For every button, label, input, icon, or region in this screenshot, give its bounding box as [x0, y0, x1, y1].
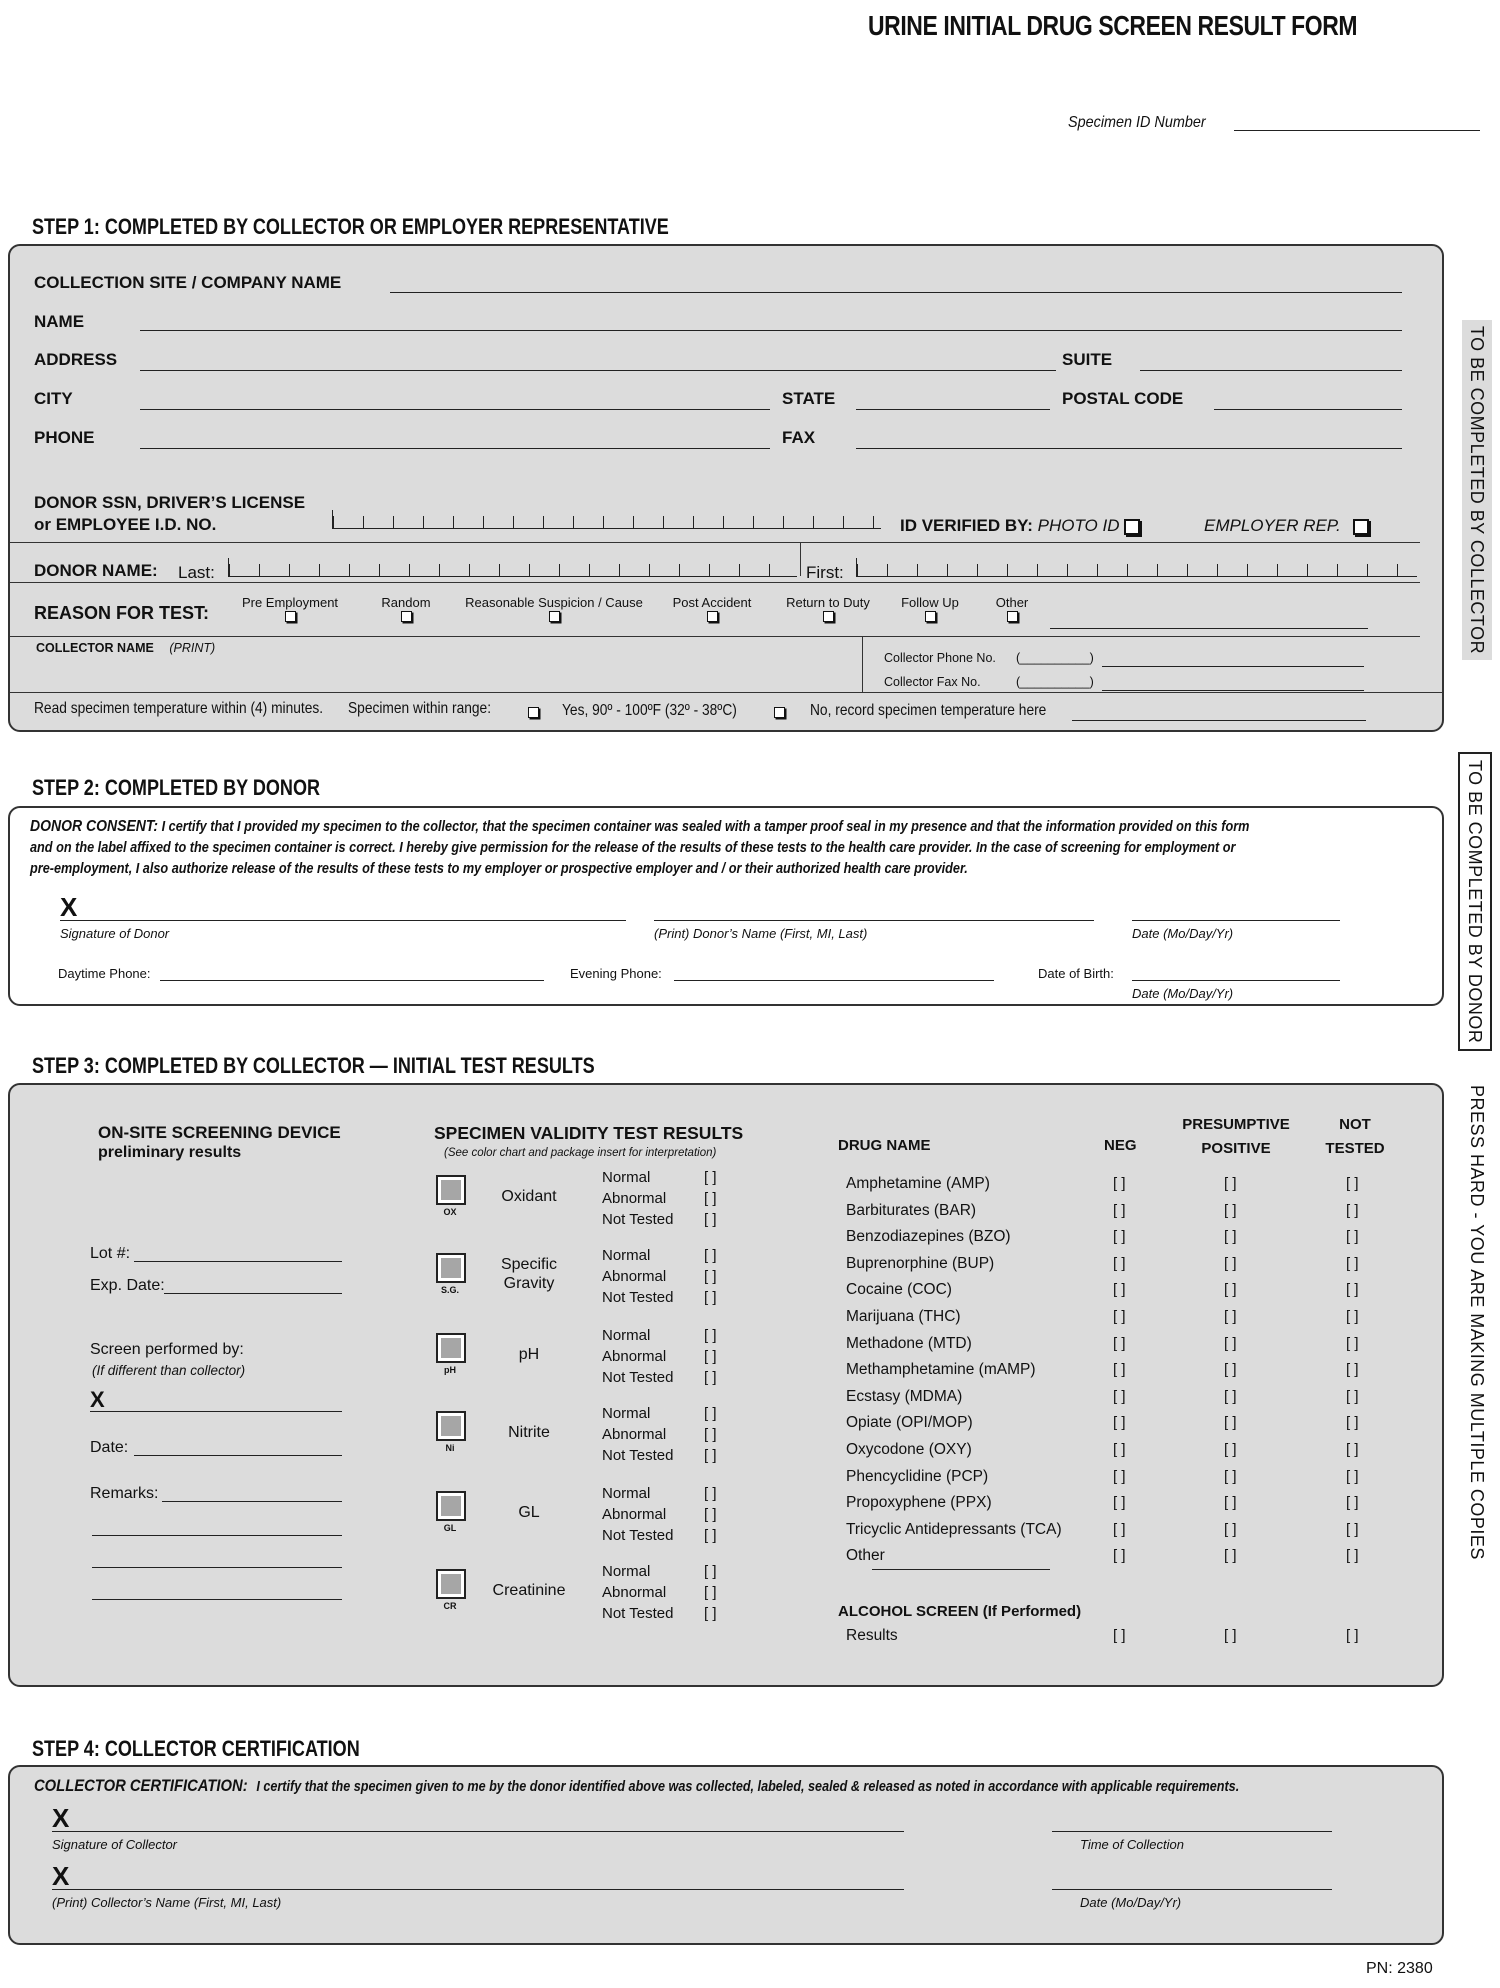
validity-color-swatch [436, 1175, 466, 1205]
fax-label: FAX [782, 428, 816, 447]
drug-presumptive-positive-checkbox[interactable]: [ ] [1224, 1175, 1237, 1192]
city-label: CITY [34, 389, 73, 408]
id-verified-label [900, 516, 1140, 536]
validity-result-checkbox[interactable]: [ ] [704, 1485, 717, 1502]
step4-panel [8, 1765, 1444, 1945]
drug-neg-checkbox[interactable]: [ ] [1113, 1547, 1126, 1564]
specimen-id-label: Specimen ID Number [1068, 114, 1206, 131]
suite-label: SUITE [1062, 350, 1113, 369]
presumptive-header-line: PRESUMPTIVE [1182, 1116, 1290, 1133]
dob-field[interactable] [1132, 980, 1340, 981]
reason-return-to-duty-label: Return to Duty [786, 595, 870, 610]
validity-result-checkbox[interactable]: [ ] [704, 1605, 717, 1622]
validity-result-label: Normal [602, 1485, 651, 1502]
dob-label: Date of Birth: [1038, 966, 1114, 981]
drug-name: Other [846, 1547, 885, 1564]
drug-not-tested-checkbox[interactable]: [ ] [1346, 1255, 1359, 1272]
collector-print-text: (PRINT) [169, 641, 216, 655]
employer-rep-option [1204, 516, 1369, 536]
drug-not-tested-checkbox[interactable]: [ ] [1346, 1281, 1359, 1298]
drug-presumptive-positive-checkbox[interactable]: [ ] [1224, 1281, 1237, 1298]
validity-color-swatch [436, 1253, 466, 1283]
validity-result-checkbox[interactable]: [ ] [704, 1447, 717, 1464]
donor-signature-label: Signature of Donor [60, 926, 170, 941]
drug-name: Opiate (OPI/MOP) [846, 1414, 973, 1431]
last-name-label: Last: [178, 563, 215, 582]
validity-code: Ni [445, 1443, 455, 1453]
screen-performed-label: Screen performed by: [90, 1341, 244, 1358]
validity-result-checkbox[interactable]: [ ] [704, 1211, 717, 1228]
certification-text [34, 1776, 1391, 1796]
drug-presumptive-positive-checkbox[interactable]: [ ] [1224, 1521, 1237, 1538]
address-label: ADDRESS [34, 350, 118, 369]
temp-no-label: No, record specimen temperature here [810, 702, 1047, 719]
donor-print-name-label: (Print) Donor’s Name (First, MI, Last) [654, 926, 868, 941]
reason-random-label: Random [381, 595, 431, 610]
validity-result-checkbox[interactable]: [ ] [704, 1247, 717, 1264]
validity-result-checkbox[interactable]: [ ] [704, 1584, 717, 1601]
step1-heading: STEP 1: COMPLETED BY COLLECTOR OR EMPLOYER REPRESENTATIVE [32, 214, 669, 239]
positive-header-line: POSITIVE [1201, 1140, 1271, 1157]
reason-other-field[interactable] [1050, 628, 1368, 629]
validity-result-checkbox[interactable]: [ ] [704, 1268, 717, 1285]
reason-pre-employment-checkbox[interactable] [285, 611, 296, 622]
drug-not-tested-checkbox[interactable]: [ ] [1346, 1547, 1359, 1564]
validity-result-label: Normal [602, 1405, 651, 1422]
alcohol-neg-checkbox[interactable]: [ ] [1113, 1627, 1126, 1644]
reason-return-to-duty-checkbox[interactable] [823, 611, 834, 622]
drug-presumptive-positive-checkbox[interactable]: [ ] [1224, 1335, 1237, 1352]
id-verified-text: ID VERIFIED BY: [900, 516, 1033, 535]
device-title: ON-SITE SCREENING DEVICE [98, 1123, 341, 1142]
name-label: NAME [34, 312, 85, 331]
other-drug-field[interactable] [872, 1569, 1050, 1570]
reason-post-accident [662, 595, 762, 625]
temp-no-checkbox[interactable] [774, 707, 785, 718]
reason-random-checkbox[interactable] [401, 611, 412, 622]
drug-not-tested-checkbox[interactable]: [ ] [1346, 1335, 1359, 1352]
drug-name: Buprenorphine (BUP) [846, 1255, 995, 1272]
validity-result-label: Not Tested [602, 1527, 674, 1544]
validity-code: OX [443, 1207, 457, 1217]
validity-result-label: Abnormal [602, 1426, 667, 1443]
drug-presumptive-positive-checkbox[interactable]: [ ] [1224, 1308, 1237, 1325]
collector-phone-field[interactable] [1102, 666, 1364, 667]
validity-result-label: Abnormal [602, 1506, 667, 1523]
validity-result-checkbox[interactable]: [ ] [704, 1348, 717, 1365]
collector-fax-field[interactable] [1102, 690, 1364, 691]
drug-name: Tricyclic Antidepressants (TCA) [846, 1521, 1062, 1538]
presumptive-positive-header [1170, 1113, 1302, 1161]
validity-result-label: Not Tested [602, 1447, 674, 1464]
state-field[interactable] [856, 409, 1050, 410]
collector-name-text: COLLECTOR NAME [36, 641, 154, 655]
state-label: STATE [782, 389, 836, 408]
validity-result-checkbox[interactable]: [ ] [704, 1527, 717, 1544]
reason-follow-up-label: Follow Up [901, 595, 959, 610]
collection-time-label: Time of Collection [1080, 1837, 1184, 1852]
reason-label: REASON FOR TEST: [34, 603, 210, 623]
collection-time-field[interactable] [1052, 1831, 1332, 1832]
consent-line-1 [30, 816, 1395, 838]
validity-color-swatch [436, 1411, 466, 1441]
validity-result-label: Abnormal [602, 1584, 667, 1601]
drug-neg-checkbox[interactable]: [ ] [1113, 1335, 1126, 1352]
drug-neg-checkbox[interactable]: [ ] [1113, 1468, 1126, 1485]
exp-date-field[interactable] [164, 1293, 342, 1294]
specimen-id-field[interactable] [1234, 130, 1480, 131]
reason-other [982, 595, 1042, 625]
drug-neg-checkbox[interactable]: [ ] [1113, 1281, 1126, 1298]
screen-date-field[interactable] [134, 1455, 342, 1456]
validity-result-checkbox[interactable]: [ ] [704, 1369, 717, 1386]
postal-code-label: POSTAL CODE [1062, 389, 1184, 408]
side-label-collector: TO BE COMPLETED BY COLLECTOR [1462, 320, 1492, 660]
last-name-field[interactable] [228, 558, 797, 577]
validity-result-checkbox[interactable]: [ ] [704, 1426, 717, 1443]
phone-field[interactable] [140, 448, 770, 449]
reason-suspicion [462, 595, 646, 625]
screener-x-mark: X [90, 1387, 105, 1412]
drug-name: Phencyclidine (PCP) [846, 1468, 989, 1485]
reason-pre-employment [240, 595, 340, 625]
validity-result-checkbox[interactable]: [ ] [704, 1327, 717, 1344]
alcohol-not-tested-checkbox[interactable]: [ ] [1346, 1627, 1359, 1644]
validity-result-label: Not Tested [602, 1289, 674, 1306]
consent-line-2: and on the label affixed to the specimen container is correct. I hereby give permission for the release of the results of these tests to the health care provider. In the case of screening for employment or [30, 840, 1236, 856]
daytime-phone-field[interactable] [160, 980, 544, 981]
drug-presumptive-positive-checkbox[interactable]: [ ] [1224, 1547, 1237, 1564]
consent-text [30, 816, 1395, 880]
donor-date-label: Date (Mo/Day/Yr) [1132, 926, 1234, 941]
drug-name: Barbiturates (BAR) [846, 1202, 977, 1219]
reason-other-label: Other [995, 595, 1029, 610]
collector-fax-area[interactable]: (__________) [1016, 675, 1094, 689]
collector-print-name-field[interactable] [52, 1889, 904, 1890]
validity-result-checkbox[interactable]: [ ] [704, 1289, 717, 1306]
not-tested-header [1310, 1113, 1400, 1161]
validity-test-name: Oxidant [501, 1188, 557, 1205]
drug-name: Cocaine (COC) [846, 1281, 952, 1298]
drug-neg-checkbox[interactable]: [ ] [1113, 1388, 1126, 1405]
donor-name-label: DONOR NAME: [34, 561, 158, 580]
reason-suspicion-checkbox[interactable] [549, 611, 560, 622]
drug-not-tested-checkbox[interactable]: [ ] [1346, 1441, 1359, 1458]
evening-phone-field[interactable] [674, 980, 994, 981]
reason-follow-up [890, 595, 970, 625]
alcohol-results-label: Results [846, 1627, 898, 1644]
drug-not-tested-checkbox[interactable]: [ ] [1346, 1414, 1359, 1431]
validity-test-name: GL [518, 1504, 540, 1521]
drug-not-tested-checkbox[interactable]: [ ] [1346, 1388, 1359, 1405]
drug-neg-checkbox[interactable]: [ ] [1113, 1255, 1126, 1272]
drug-presumptive-positive-checkbox[interactable]: [ ] [1224, 1441, 1237, 1458]
validity-result-label: Normal [602, 1169, 651, 1186]
validity-result-checkbox[interactable]: [ ] [704, 1506, 717, 1523]
collector-date-field[interactable] [1052, 1889, 1332, 1890]
address-field[interactable] [140, 370, 1056, 371]
if-different-label: (If different than collector) [92, 1363, 246, 1378]
validity-code: S.G. [440, 1285, 459, 1295]
not-header-line: NOT [1339, 1116, 1371, 1133]
drug-name: Methamphetamine (mAMP) [846, 1361, 1036, 1378]
drug-presumptive-positive-checkbox[interactable]: [ ] [1224, 1255, 1237, 1272]
phone-label: PHONE [34, 428, 95, 447]
side-label-donor: TO BE COMPLETED BY DONOR [1458, 752, 1492, 1051]
validity-result-label: Abnormal [602, 1268, 667, 1285]
reason-post-accident-checkbox[interactable] [707, 611, 718, 622]
validity-color-swatch [436, 1491, 466, 1521]
drug-neg-checkbox[interactable]: [ ] [1113, 1414, 1126, 1431]
drug-not-tested-checkbox[interactable]: [ ] [1346, 1494, 1359, 1511]
step1-panel [8, 244, 1444, 732]
donor-x-mark: X [60, 892, 78, 922]
consent-label: DONOR CONSENT: [30, 818, 159, 835]
drug-name: Marijuana (THC) [846, 1308, 961, 1325]
donor-id-label-2: or EMPLOYEE I.D. NO. [34, 515, 217, 534]
remarks-field-1[interactable] [162, 1501, 342, 1502]
step4-heading: STEP 4: COLLECTOR CERTIFICATION [32, 1736, 360, 1761]
collector-signature-label: Signature of Collector [52, 1837, 178, 1852]
validity-color-swatch [436, 1333, 466, 1363]
reason-random [366, 595, 446, 625]
tested-header-line: TESTED [1325, 1140, 1385, 1157]
drug-not-tested-checkbox[interactable]: [ ] [1346, 1521, 1359, 1538]
collector-fax-label: Collector Fax No. [884, 675, 981, 689]
temp-range-label: Specimen within range: [348, 700, 492, 717]
drug-not-tested-checkbox[interactable]: [ ] [1346, 1228, 1359, 1245]
reason-other-checkbox[interactable] [1007, 611, 1018, 622]
remarks-field-4[interactable] [92, 1599, 342, 1600]
certification-label: COLLECTOR CERTIFICATION: [34, 1776, 248, 1795]
validity-result-label: Not Tested [602, 1369, 674, 1386]
validity-code: CR [443, 1601, 457, 1611]
consent-line-3: pre-employment, I also authorize release of the results of these tests to my employer or prospective employer and / or their authorized health care provider. [30, 861, 968, 877]
drug-neg-checkbox[interactable]: [ ] [1113, 1521, 1126, 1538]
collector-print-name-label: (Print) Collector’s Name (First, MI, Last) [52, 1895, 282, 1910]
collector-x-mark-2: X [52, 1861, 70, 1891]
collector-phone-label: Collector Phone No. [884, 651, 996, 665]
validity-result-label: Abnormal [602, 1348, 667, 1365]
temp-yes-label: Yes, 90º - 100ºF (32º - 38ºC) [562, 702, 737, 719]
photo-id-checkbox[interactable] [1124, 519, 1140, 535]
donor-id-label-1: DONOR SSN, DRIVER’S LICENSE [34, 493, 306, 512]
fax-field[interactable] [856, 448, 1402, 449]
collector-name-label [36, 641, 215, 655]
first-name-label: First: [806, 563, 844, 582]
photo-id-text: PHOTO ID [1037, 516, 1120, 535]
lot-label: Lot #: [90, 1245, 131, 1262]
dob-date-label: Date (Mo/Day/Yr) [1132, 986, 1234, 1001]
donor-signature-field[interactable] [60, 920, 626, 921]
reason-post-accident-label: Post Accident [672, 595, 752, 610]
validity-result-label: Not Tested [602, 1605, 674, 1622]
drug-name: Amphetamine (AMP) [846, 1175, 990, 1192]
validity-test-name: Specific Gravity [500, 1256, 558, 1292]
part-number: PN: 2380 [1366, 1960, 1433, 1977]
drug-name: Propoxyphene (PPX) [846, 1494, 992, 1511]
validity-test-name: Nitrite [508, 1424, 550, 1441]
drug-neg-checkbox[interactable]: [ ] [1113, 1175, 1126, 1192]
drug-presumptive-positive-checkbox[interactable]: [ ] [1224, 1361, 1237, 1378]
drug-neg-checkbox[interactable]: [ ] [1113, 1361, 1126, 1378]
step2-heading: STEP 2: COMPLETED BY DONOR [32, 775, 321, 800]
drug-name-header: DRUG NAME [838, 1137, 931, 1154]
daytime-phone-label: Daytime Phone: [58, 966, 151, 981]
reason-suspicion-label: Reasonable Suspicion / Cause [465, 595, 643, 610]
lot-field[interactable] [134, 1261, 342, 1262]
validity-color-swatch [436, 1569, 466, 1599]
validity-result-label: Normal [602, 1563, 651, 1580]
drug-neg-checkbox[interactable]: [ ] [1113, 1308, 1126, 1325]
drug-neg-checkbox[interactable]: [ ] [1113, 1202, 1126, 1219]
device-subtitle: preliminary results [98, 1144, 242, 1161]
postal-code-field[interactable] [1214, 409, 1402, 410]
evening-phone-label: Evening Phone: [570, 966, 662, 981]
exp-date-label: Exp. Date: [90, 1277, 165, 1294]
validity-result-label: Not Tested [602, 1211, 674, 1228]
collector-date-label: Date (Mo/Day/Yr) [1080, 1895, 1182, 1910]
remarks-field-3[interactable] [92, 1567, 342, 1568]
drug-not-tested-checkbox[interactable]: [ ] [1346, 1361, 1359, 1378]
name-field[interactable] [140, 330, 1402, 331]
drug-presumptive-positive-checkbox[interactable]: [ ] [1224, 1468, 1237, 1485]
alcohol-screen-header: ALCOHOL SCREEN (If Performed) [838, 1603, 1082, 1620]
drug-presumptive-positive-checkbox[interactable]: [ ] [1224, 1494, 1237, 1511]
step3-panel [8, 1083, 1444, 1687]
collector-x-mark-1: X [52, 1803, 70, 1833]
collector-signature-field[interactable] [52, 1831, 904, 1832]
drug-not-tested-checkbox[interactable]: [ ] [1346, 1308, 1359, 1325]
drug-name: Methadone (MTD) [846, 1335, 972, 1352]
drug-not-tested-checkbox[interactable]: [ ] [1346, 1468, 1359, 1485]
validity-result-checkbox[interactable]: [ ] [704, 1405, 717, 1422]
drug-neg-checkbox[interactable]: [ ] [1113, 1228, 1126, 1245]
validity-result-label: Abnormal [602, 1190, 667, 1207]
drug-neg-checkbox[interactable]: [ ] [1113, 1441, 1126, 1458]
temp-yes-checkbox[interactable] [528, 707, 539, 718]
certification-body: I certify that the specimen given to me by the donor identified above was collected, labeled, sealed & released as noted in accordance with applicable requirements. [256, 1779, 1240, 1795]
drug-not-tested-checkbox[interactable]: [ ] [1346, 1202, 1359, 1219]
first-name-field[interactable] [856, 558, 1417, 577]
validity-code: pH [444, 1365, 456, 1375]
drug-presumptive-positive-checkbox[interactable]: [ ] [1224, 1388, 1237, 1405]
remarks-label: Remarks: [90, 1485, 159, 1502]
remarks-field-2[interactable] [92, 1535, 342, 1536]
validity-test-name: pH [518, 1346, 540, 1363]
drug-neg-checkbox[interactable]: [ ] [1113, 1494, 1126, 1511]
validity-result-checkbox[interactable]: [ ] [704, 1563, 717, 1580]
validity-code: GL [443, 1523, 457, 1533]
consent-line-1-text: I certify that I provided my specimen to the collector, that the specimen container was sealed with a tamper proof seal in my presence and that the information provided on this form [161, 819, 1250, 835]
suite-field[interactable] [1140, 370, 1402, 371]
donor-print-name-field[interactable] [654, 920, 1094, 921]
drug-presumptive-positive-checkbox[interactable]: [ ] [1224, 1414, 1237, 1431]
drug-name: Ecstasy (MDMA) [846, 1388, 963, 1405]
drug-presumptive-positive-checkbox[interactable]: [ ] [1224, 1228, 1237, 1245]
donor-date-field[interactable] [1132, 920, 1340, 921]
validity-result-label: Normal [602, 1247, 651, 1264]
drug-name: Oxycodone (OXY) [846, 1441, 972, 1458]
validity-result-checkbox[interactable]: [ ] [704, 1190, 717, 1207]
temp-record-field[interactable] [1072, 720, 1366, 721]
employer-rep-checkbox[interactable] [1353, 519, 1369, 535]
employer-rep-text: EMPLOYER REP. [1204, 516, 1341, 535]
city-field[interactable] [140, 409, 770, 410]
collection-site-label: COLLECTION SITE / COMPANY NAME [34, 273, 342, 292]
reason-pre-employment-label: Pre Employment [241, 595, 339, 610]
validity-subtitle: (See color chart and package insert for interpretation) [444, 1147, 717, 1159]
drug-name: Benzodiazepines (BZO) [846, 1228, 1011, 1245]
drug-not-tested-checkbox[interactable]: [ ] [1346, 1175, 1359, 1192]
screen-date-label: Date: [90, 1439, 129, 1456]
form-title: URINE INITIAL DRUG SCREEN RESULT FORM [868, 10, 1358, 41]
alcohol-positive-checkbox[interactable]: [ ] [1224, 1627, 1237, 1644]
validity-title: SPECIMEN VALIDITY TEST RESULTS [434, 1123, 744, 1143]
neg-header: NEG [1104, 1137, 1137, 1154]
collector-phone-area[interactable]: (__________) [1016, 651, 1094, 665]
reason-follow-up-checkbox[interactable] [925, 611, 936, 622]
step3-heading: STEP 3: COMPLETED BY COLLECTOR — INITIAL TEST RESULTS [32, 1053, 595, 1078]
validity-result-checkbox[interactable]: [ ] [704, 1169, 717, 1186]
step2-panel [8, 806, 1444, 1006]
drug-presumptive-positive-checkbox[interactable]: [ ] [1224, 1202, 1237, 1219]
validity-test-name: Creatinine [492, 1582, 566, 1599]
donor-id-field[interactable] [332, 510, 881, 529]
collection-site-field[interactable] [390, 292, 1402, 293]
screener-signature-field[interactable] [90, 1411, 342, 1412]
side-label-press-hard: PRESS HARD - YOU ARE MAKING MULTIPLE COPIES [1467, 1085, 1487, 1560]
reason-return-to-duty [778, 595, 878, 625]
validity-result-label: Normal [602, 1327, 651, 1344]
temp-instructions: Read specimen temperature within (4) minutes. [34, 700, 324, 717]
